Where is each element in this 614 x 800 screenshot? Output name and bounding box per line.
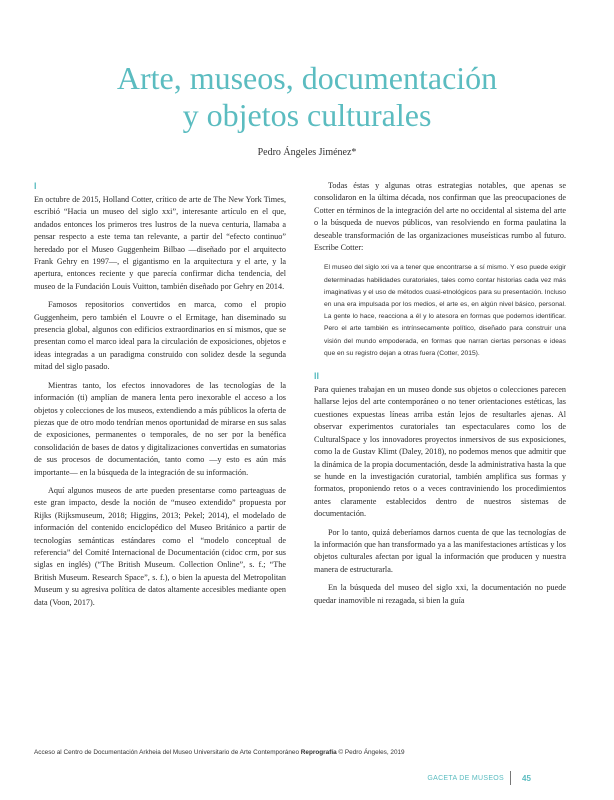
journal-museos: MUSEOS <box>471 775 504 782</box>
paragraph: Por lo tanto, quizá deberíamos darnos cuenta de que las tecnologías de la información que han transformado ya a las manifestaciones artísticas y los objetos culturales afectan por igual la información que producen y nuestra manera de estructurarla. <box>314 527 566 574</box>
paragraph: Famosos repositorios convertidos en marca, como el propio Guggenheim, pero también el Louvre o el Ermitage, han diseminado su presencia global, algunos con edificios extraordinarios en sí mismos, que se presentan como el marco ideal para la circulación de exposiciones, objetos e ideas integradas a un paradigma construido con solidez desde la segunda mitad del siglo pasado. <box>34 300 286 372</box>
photo-credit-note <box>34 749 594 756</box>
paragraph: Todas éstas y algunas otras estrategias notables, que apenas se consolidaron en la última década, nos confirman que las preocupaciones de Cotter en términos de la integración del arte no occidental al sistema del arte o la búsqueda de nuevos públicos, van resolviendo en forma paulatina la deseable transformación de las organizaciones museísticas rumbo al futuro. Escribe Cotter: <box>314 181 566 253</box>
title-line-1: Arte, museos, documentación <box>116 60 498 96</box>
right-column <box>314 180 566 607</box>
left-column <box>34 180 286 609</box>
paragraph: En octubre de 2015, Holland Cotter, crítico de arte de The New York Times, escribió “Hacia un museo del siglo xxi”, interesante artículo en el que, andados entonces los primeros tres lustros de la nueva centuria, llamaba a pensar respecto a este tema tan relevante, a partir del “efecto continuo” heredado por el Museo Guggenheim Bilbao —diseñado por el arquitecto Frank Gehry en 1997—, el gigantismo en la arquitectura y el arte, y la apertura, entonces reciente y que parecía confirmar dicha tendencia, del museo de la Fundación Louis Vuitton, también diseñado por Gehry en 2014. <box>34 195 286 291</box>
credit-bold: Reprografía <box>300 749 337 756</box>
paragraph: Mientras tanto, los efectos innovadores de las tecnologías de la información (ti) amplían de manera lenta pero inexorable el acceso a los objetos y colecciones de los museos, extendiendo a más públicos la oferta de piezas que de otro modo tendrían menos oportunidad de mirarse en sus salas de exposiciones, permanentes o temporales, de no ser por la benéfica consolidación de bases de datos y digitalizaciones convertidas en sumatorias de sus procesos de documentación, tanto como —y esto es aún más importante— en la búsqueda de la integración de su información. <box>34 380 286 477</box>
article-title <box>0 60 614 134</box>
journal-gaceta: GACETA DE <box>427 775 472 782</box>
section-heading-i: I <box>34 181 37 191</box>
page-number: 45 <box>522 774 531 783</box>
block-quote: El museo del siglo xxi va a tener que encontrarse a sí mismo. Y eso puede exigir determinadas habilidades curatoriales, tales como contar historias cada vez más imaginativas y el uso de métodos cuasi-etnológicos para su presentación. Incluso en una era impulsada por los medios, el arte es, en algún nivel básico, personal. La gente lo hace, reacciona a él y lo atesora en formas que podemos identificar. Pero el arte también es intrínsecamente político, diseñado para construir una visión del mundo empoderada, en formas que narran ciertas personas e ideas que en su registro dejan a otras fuera (Cotter, 2015). <box>324 264 566 357</box>
paragraph: Aquí algunos museos de arte pueden presentarse como parteaguas de este gran impacto, desde la noción de “museo extendido” propuesta por Rijks (Rijksmuseum, 2018; Higgins, 2013; Pekel; 2014), el modelado de información del contenido enciclopédico del Museo Británico a partir de tecnologías semánticas estándares como el “modelo conceptual de referencia” del Comité Internacional de Documentación (cidoc crm, por sus siglas en inglés) (“The British Museum. Collection Online”, s. f.; “The British Museum. Research Space”, s. f.), o bien la apuesta del Metropolitan Museum y su agresiva política de datos altamente accesibles mediante open data (Voon, 2017). <box>34 485 286 607</box>
title-line-2: y objetos culturales <box>182 97 432 133</box>
credit-suffix: © Pedro Ángeles, 2019 <box>336 749 405 756</box>
journal-name <box>427 775 504 782</box>
paragraph: Para quienes trabajan en un museo donde sus objetos o colecciones parecen hallarse lejos del arte contemporáneo o no tener orientaciones estéticas, las cuestiones expuestas líneas arriba están lejos de resultarles ajenas. Al observar experimentos curatoriales tan espectaculares como los de CulturalSpace y los innovadores proyectos inmersivos de sus exposiciones, como la de Gustav Klimt (Daley, 2018), no podemos menos que admitir que la dinámica de la propia documentación, desde la administrativa hasta la que se hunde en la investigación curatorial, también amplifica sus formas y formatos, proponiendo retos o a veces contraviniendo los procedimientos antes claramente establecidos dentro de nuestros sistemas de documentación. <box>314 385 566 519</box>
credit-prefix: Acceso al Centro de Documentación Arkheia del Museo Universitario de Arte Contemporáneo <box>34 749 301 756</box>
section-heading-ii: II <box>314 371 320 382</box>
author-byline: Pedro Ángeles Jiménez* <box>257 147 357 158</box>
paragraph: En la búsqueda del museo del siglo xxi, la documentación no puede quedar inamovible ni rezagada, si bien la guía <box>314 583 566 605</box>
footer-divider <box>510 771 511 785</box>
